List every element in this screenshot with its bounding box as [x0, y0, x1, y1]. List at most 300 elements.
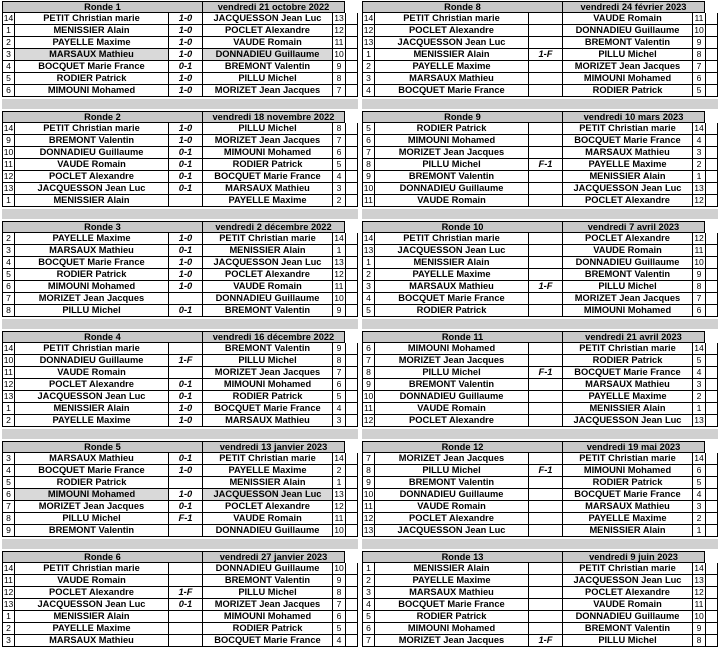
pairing-row	[2, 477, 358, 489]
white-player-number: 11	[2, 575, 14, 587]
black-player-number: 1	[692, 403, 705, 415]
game-result: 1-0	[168, 269, 202, 281]
black-player-name: PILLU Michel	[562, 49, 692, 61]
spacer-cell	[705, 477, 718, 489]
separator-band	[2, 429, 358, 439]
spacer-cell	[705, 501, 718, 513]
white-player-name: MARSAUX Mathieu	[374, 73, 528, 85]
pairing-row	[2, 465, 358, 477]
pairing-row	[362, 343, 718, 355]
black-player-number: 6	[692, 305, 705, 317]
spacer-cell	[345, 465, 358, 477]
black-player-name: PETIT Christian marie	[202, 233, 332, 245]
black-player-name: PILLU Michel	[202, 587, 332, 599]
black-player-name: POCLET Alexandre	[202, 501, 332, 513]
black-player-number: 2	[332, 195, 345, 207]
white-player-name: PILLU Michel	[374, 367, 528, 379]
white-player-name: RODIER Patrick	[374, 611, 528, 623]
pairing-row	[362, 403, 718, 415]
white-player-number: 1	[2, 195, 14, 207]
separator-band	[2, 319, 358, 329]
white-player-name: BOCQUET Marie France	[14, 257, 168, 269]
white-player-number: 7	[362, 635, 374, 647]
game-result: 1-0	[168, 257, 202, 269]
black-player-name: VAUDE Romain	[202, 281, 332, 293]
black-player-number: 11	[692, 13, 705, 25]
round-title: Ronde 13	[362, 551, 562, 563]
black-player-name: MORIZET Jean Jacques	[562, 293, 692, 305]
black-player-number: 9	[332, 343, 345, 355]
pairing-row	[362, 575, 718, 587]
pairing-row	[2, 623, 358, 635]
game-result	[528, 13, 562, 25]
pairing-row	[362, 147, 718, 159]
pairing-row	[362, 13, 718, 25]
white-player-number: 2	[362, 269, 374, 281]
spacer-cell	[705, 25, 718, 37]
spacer-cell	[345, 599, 358, 611]
white-player-name: PETIT Christian marie	[14, 13, 168, 25]
round-block	[2, 551, 358, 659]
black-player-name: DONNADIEU Guillaume	[562, 611, 692, 623]
game-result	[528, 501, 562, 513]
pairing-row	[362, 257, 718, 269]
game-result: 1-0	[168, 403, 202, 415]
game-result: 1-0	[168, 465, 202, 477]
black-player-number: 12	[692, 195, 705, 207]
black-player-name: MIMOUNI Mohamed	[562, 305, 692, 317]
pairing-row	[2, 489, 358, 501]
white-player-number: 3	[2, 49, 14, 61]
game-result	[168, 367, 202, 379]
white-player-name: DONNADIEU Guillaume	[14, 147, 168, 159]
round-date: vendredi 7 avril 2023	[562, 221, 705, 233]
black-player-name: POCLET Alexandre	[562, 233, 692, 245]
game-result: 0-1	[168, 61, 202, 73]
white-player-name: PAYELLE Maxime	[14, 415, 168, 427]
black-player-name: PILLU Michel	[562, 635, 692, 647]
spacer-cell	[705, 453, 718, 465]
round-title: Ronde 5	[2, 441, 202, 453]
game-result	[528, 575, 562, 587]
round-date: vendredi 18 novembre 2022	[202, 111, 345, 123]
white-player-number: 3	[362, 73, 374, 85]
game-result	[528, 415, 562, 427]
round-date: vendredi 27 janvier 2023	[202, 551, 345, 563]
white-player-name: JACQUESSON Jean Luc	[374, 245, 528, 257]
black-player-name: PILLU Michel	[202, 123, 332, 135]
white-player-name: PILLU Michel	[374, 159, 528, 171]
pairing-row	[2, 49, 358, 61]
black-player-number: 13	[332, 257, 345, 269]
round-date: vendredi 16 décembre 2022	[202, 331, 345, 343]
black-player-name: PAYELLE Maxime	[562, 159, 692, 171]
pairing-row	[362, 61, 718, 73]
white-player-number: 1	[362, 49, 374, 61]
black-player-number: 6	[332, 611, 345, 623]
round-header	[2, 441, 358, 453]
white-player-number: 5	[362, 305, 374, 317]
white-player-number: 5	[2, 73, 14, 85]
white-player-name: RODIER Patrick	[374, 123, 528, 135]
pairing-row	[362, 599, 718, 611]
white-player-name: JACQUESSON Jean Luc	[14, 183, 168, 195]
black-player-number: 13	[692, 183, 705, 195]
white-player-number: 11	[362, 195, 374, 207]
white-player-number: 5	[362, 123, 374, 135]
pairing-row	[362, 501, 718, 513]
game-result: 0-1	[168, 453, 202, 465]
black-player-number: 5	[332, 159, 345, 171]
black-player-number: 1	[692, 171, 705, 183]
game-result	[528, 233, 562, 245]
white-player-name: MARSAUX Mathieu	[14, 453, 168, 465]
game-result	[528, 135, 562, 147]
spacer-cell	[345, 403, 358, 415]
white-player-name: MORIZET Jean Jacques	[374, 147, 528, 159]
black-player-name: MORIZET Jean Jacques	[202, 599, 332, 611]
white-player-name: MENISSIER Alain	[374, 49, 528, 61]
black-player-name: MORIZET Jean Jacques	[202, 135, 332, 147]
black-player-name: MARSAUX Mathieu	[562, 147, 692, 159]
pairing-row	[362, 123, 718, 135]
black-player-name: BREMONT Valentin	[202, 61, 332, 73]
pairing-row	[362, 453, 718, 465]
black-player-name: MORIZET Jean Jacques	[202, 85, 332, 97]
white-player-name: PAYELLE Maxime	[374, 575, 528, 587]
spacer-cell	[705, 379, 718, 391]
white-player-number: 14	[363, 233, 374, 243]
black-player-name: BREMONT Valentin	[202, 305, 332, 317]
game-result: 1-0	[168, 49, 202, 61]
white-player-number: 4	[362, 599, 374, 611]
white-player-name: DONNADIEU Guillaume	[374, 183, 528, 195]
game-result	[168, 477, 202, 489]
round-header	[2, 331, 358, 343]
white-player-name: PAYELLE Maxime	[374, 61, 528, 73]
white-player-number: 4	[2, 61, 14, 73]
black-player-name: PILLU Michel	[202, 355, 332, 367]
black-player-name: POCLET Alexandre	[202, 25, 332, 37]
black-player-number: 9	[692, 37, 705, 49]
white-player-number: 11	[362, 403, 374, 415]
white-player-number: 13	[3, 391, 14, 401]
black-player-name: JACQUESSON Jean Luc	[562, 575, 692, 587]
game-result	[528, 489, 562, 501]
round-title: Ronde 3	[2, 221, 202, 233]
spacer-cell	[345, 85, 358, 97]
round-title: Ronde 10	[362, 221, 562, 233]
white-player-number: 4	[2, 257, 14, 269]
round-header	[2, 111, 358, 123]
round-title: Ronde 4	[2, 331, 202, 343]
pairing-row	[362, 305, 718, 317]
game-result	[528, 599, 562, 611]
spacer-cell	[705, 355, 718, 367]
game-result	[528, 245, 562, 257]
white-player-name: VAUDE Romain	[374, 501, 528, 513]
black-player-name: PAYELLE Maxime	[562, 513, 692, 525]
pairing-row	[362, 489, 718, 501]
white-player-number: 1	[2, 403, 14, 415]
round-robin-schedule	[2, 1, 718, 665]
black-player-number: 8	[332, 587, 345, 599]
white-player-name: RODIER Patrick	[14, 477, 168, 489]
white-player-number: 5	[2, 269, 14, 281]
black-player-number: 9	[332, 575, 345, 587]
pairing-row	[362, 391, 718, 403]
white-player-number: 10	[363, 391, 374, 401]
white-player-name: MIMOUNI Mohamed	[374, 623, 528, 635]
black-player-number: 3	[692, 379, 705, 391]
white-player-name: PETIT Christian marie	[14, 343, 168, 355]
white-player-name: MORIZET Jean Jacques	[374, 355, 528, 367]
white-player-number: 2	[2, 37, 14, 49]
game-result	[528, 123, 562, 135]
white-player-name: BOCQUET Marie France	[374, 293, 528, 305]
white-player-number: 14	[3, 343, 14, 353]
black-player-number: 7	[692, 61, 705, 73]
pairing-row	[362, 49, 718, 61]
separator-band	[362, 429, 718, 439]
pairing-row	[2, 403, 358, 415]
white-player-number: 6	[2, 489, 14, 501]
pairing-row	[2, 257, 358, 269]
black-player-name: JACQUESSON Jean Luc	[562, 183, 692, 195]
spacer-cell	[345, 233, 358, 245]
pairing-row	[362, 269, 718, 281]
spacer-cell	[705, 269, 718, 281]
white-player-number: 2	[362, 575, 374, 587]
white-player-name: RODIER Patrick	[14, 269, 168, 281]
spacer-cell	[345, 61, 358, 73]
black-player-number: 11	[332, 37, 345, 49]
game-result: 0-1	[168, 245, 202, 257]
spacer-cell	[705, 257, 718, 269]
game-result	[528, 305, 562, 317]
spacer-cell	[705, 49, 718, 61]
pairing-row	[2, 269, 358, 281]
white-player-number: 4	[362, 85, 374, 97]
round-title: Ronde 1	[2, 1, 202, 13]
pairing-row	[362, 355, 718, 367]
white-player-number: 2	[2, 233, 14, 245]
spacer-cell	[345, 25, 358, 37]
spacer-cell	[345, 513, 358, 525]
white-player-number: 13	[3, 183, 14, 193]
black-player-number: 11	[692, 245, 705, 257]
black-player-number: 12	[332, 25, 345, 37]
spacer-cell	[705, 599, 718, 611]
game-result: 0-1	[168, 501, 202, 513]
separator-band	[2, 99, 358, 109]
black-player-number: 6	[332, 147, 345, 159]
spacer-cell	[705, 367, 718, 379]
black-player-name: PAYELLE Maxime	[202, 465, 332, 477]
round-header	[362, 441, 718, 453]
game-result	[168, 343, 202, 355]
black-player-number: 4	[692, 489, 705, 501]
round-block	[362, 111, 718, 219]
black-player-number: 3	[692, 501, 705, 513]
game-result	[528, 61, 562, 73]
round-date: vendredi 13 janvier 2023	[202, 441, 345, 453]
black-player-name: BOCQUET Marie France	[562, 489, 692, 501]
game-result: F-1	[168, 513, 202, 525]
game-result: 1-F	[528, 49, 562, 61]
spacer-cell	[705, 513, 718, 525]
spacer-cell	[345, 367, 358, 379]
spacer-cell	[705, 635, 718, 647]
game-result	[168, 611, 202, 623]
pairing-row	[362, 25, 718, 37]
game-result	[528, 563, 562, 575]
black-player-name: JACQUESSON Jean Luc	[202, 257, 332, 269]
spacer-cell	[705, 123, 718, 135]
game-result	[528, 453, 562, 465]
white-player-name: BREMONT Valentin	[374, 477, 528, 489]
round-block	[2, 221, 358, 329]
black-player-number: 4	[332, 171, 345, 183]
black-player-number: 14	[692, 563, 705, 575]
black-player-number: 6	[692, 465, 705, 477]
white-player-name: BOCQUET Marie France	[374, 599, 528, 611]
round-block	[2, 111, 358, 219]
white-player-name: VAUDE Romain	[374, 195, 528, 207]
black-player-name: MENISSIER Alain	[562, 403, 692, 415]
white-player-name: PETIT Christian marie	[374, 233, 528, 245]
round-title: Ronde 9	[362, 111, 562, 123]
round-block	[2, 441, 358, 549]
white-player-number: 14	[3, 123, 14, 133]
white-player-number: 9	[362, 171, 374, 183]
pairing-row	[362, 477, 718, 489]
game-result	[528, 37, 562, 49]
white-player-number: 5	[362, 611, 374, 623]
black-player-number: 9	[692, 269, 705, 281]
pairing-row	[2, 343, 358, 355]
white-player-name: BREMONT Valentin	[14, 135, 168, 147]
pairing-row	[2, 453, 358, 465]
white-player-number: 3	[362, 281, 374, 293]
spacer-cell	[705, 415, 718, 427]
black-player-name: DONNADIEU Guillaume	[202, 293, 332, 305]
black-player-number: 10	[692, 25, 705, 37]
white-player-number: 7	[362, 355, 374, 367]
game-result: 1-0	[168, 415, 202, 427]
black-player-number: 1	[692, 525, 705, 537]
spacer-cell	[345, 635, 358, 647]
pairing-row	[362, 367, 718, 379]
game-result: 1-F	[528, 635, 562, 647]
game-result	[528, 623, 562, 635]
white-player-name: POCLET Alexandre	[14, 587, 168, 599]
game-result	[528, 257, 562, 269]
black-player-name: POCLET Alexandre	[562, 195, 692, 207]
white-player-name: MIMOUNI Mohamed	[14, 85, 168, 97]
white-player-name: PAYELLE Maxime	[14, 623, 168, 635]
white-player-number: 9	[2, 525, 14, 537]
black-player-name: PETIT Christian marie	[562, 123, 692, 135]
round-block	[362, 331, 718, 439]
round-block	[362, 1, 718, 109]
spacer-cell	[705, 465, 718, 477]
spacer-cell	[345, 13, 358, 25]
black-player-name: VAUDE Romain	[202, 37, 332, 49]
white-player-number: 2	[362, 61, 374, 73]
white-player-number: 3	[362, 587, 374, 599]
white-player-name: POCLET Alexandre	[374, 415, 528, 427]
spacer-cell	[705, 403, 718, 415]
spacer-cell	[705, 245, 718, 257]
black-player-number: 2	[692, 391, 705, 403]
game-result: 1-0	[168, 37, 202, 49]
white-player-name: PAYELLE Maxime	[14, 233, 168, 245]
black-player-name: MARSAUX Mathieu	[202, 183, 332, 195]
pairing-row	[2, 85, 358, 97]
white-player-number: 13	[3, 599, 14, 609]
black-player-number: 10	[332, 525, 345, 537]
black-player-number: 8	[692, 635, 705, 647]
white-player-number: 10	[363, 183, 374, 193]
pairing-row	[2, 501, 358, 513]
white-player-number: 12	[363, 415, 374, 425]
pairing-row	[2, 171, 358, 183]
black-player-name: BOCQUET Marie France	[202, 635, 332, 647]
white-player-name: MARSAUX Mathieu	[374, 281, 528, 293]
game-result	[528, 293, 562, 305]
spacer-cell	[345, 37, 358, 49]
white-player-name: POCLET Alexandre	[374, 513, 528, 525]
game-result	[168, 635, 202, 647]
white-player-name: VAUDE Romain	[374, 403, 528, 415]
pairing-row	[2, 305, 358, 317]
spacer-cell	[345, 623, 358, 635]
white-player-name: MENISSIER Alain	[14, 403, 168, 415]
black-player-number: 5	[332, 623, 345, 635]
pairing-row	[362, 245, 718, 257]
white-player-name: PILLU Michel	[14, 305, 168, 317]
black-player-name: RODIER Patrick	[202, 159, 332, 171]
round-title: Ronde 12	[362, 441, 562, 453]
game-result	[528, 525, 562, 537]
white-player-name: MIMOUNI Mohamed	[14, 281, 168, 293]
black-player-name: BOCQUET Marie France	[202, 171, 332, 183]
pairing-row	[2, 135, 358, 147]
black-player-name: BOCQUET Marie France	[562, 135, 692, 147]
round-date: vendredi 9 juin 2023	[562, 551, 705, 563]
white-player-number: 1	[2, 611, 14, 623]
pairing-row	[2, 355, 358, 367]
pairing-row	[2, 123, 358, 135]
white-player-name: DONNADIEU Guillaume	[14, 355, 168, 367]
white-player-name: PILLU Michel	[14, 513, 168, 525]
white-player-name: MENISSIER Alain	[14, 195, 168, 207]
white-player-name: MENISSIER Alain	[374, 257, 528, 269]
pairing-row	[2, 293, 358, 305]
white-player-number: 11	[2, 159, 14, 171]
black-player-name: PAYELLE Maxime	[202, 195, 332, 207]
white-player-number: 11	[2, 367, 14, 379]
white-player-name: MENISSIER Alain	[14, 25, 168, 37]
pairing-row	[2, 525, 358, 537]
black-player-number: 7	[332, 599, 345, 611]
black-player-name: DONNADIEU Guillaume	[562, 25, 692, 37]
black-player-name: PETIT Christian marie	[562, 563, 692, 575]
black-player-name: DONNADIEU Guillaume	[202, 525, 332, 537]
black-player-number: 14	[332, 233, 345, 245]
pairing-row	[362, 73, 718, 85]
